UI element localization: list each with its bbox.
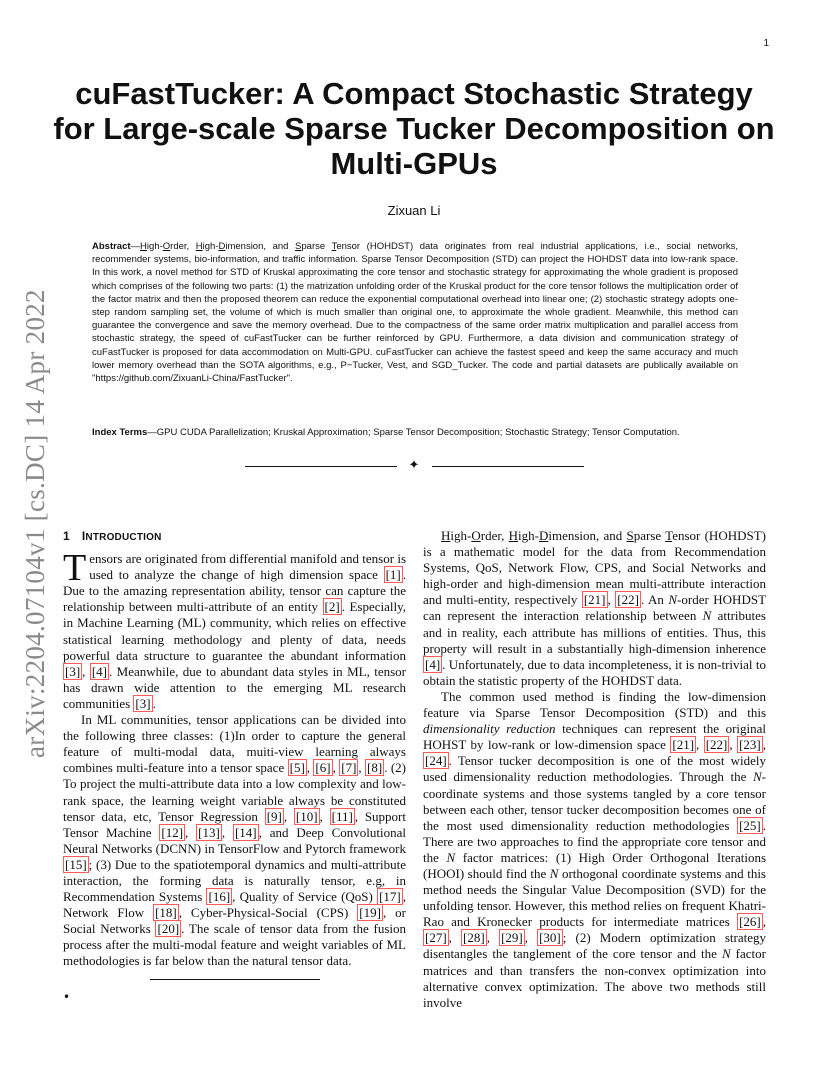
emphasis-term: dimensionality reduction bbox=[423, 721, 556, 737]
citation-link[interactable]: [11] bbox=[331, 808, 353, 824]
citation-link[interactable]: [24] bbox=[425, 753, 447, 769]
acr-t3: igh- bbox=[202, 241, 219, 252]
citation-link[interactable]: [1] bbox=[385, 567, 401, 583]
acr-t4: imension, and bbox=[225, 241, 296, 252]
right-paragraph-1: High-Order, High-Dimension, and Sparse Tensor (HOHDST) is a mathematic model for the data from Recommendation Systems, QoS, Network Flow, CPS, and Social Networks and high-order and high-dimension mean multi-attribute interaction and multi-entity, respectively [21] , [22] . An N-order HOHDST can represent the interaction relationship between N attributes and in reality, each attribute has millions of entities. Thus, this property will result in a substantially high-dimension inherence [4] . Unfortunately, due to data incompleteness, it is non-trivial to obtain the statistic property of the HOHDST data. bbox=[423, 528, 767, 688]
acr-s: S bbox=[295, 241, 302, 252]
citation-link[interactable]: [7] bbox=[341, 760, 357, 776]
citation-link[interactable]: [21] bbox=[672, 737, 695, 753]
citation-link[interactable]: [28] bbox=[463, 930, 485, 946]
index-terms-label: Index Terms bbox=[92, 427, 148, 438]
citation-link[interactable]: [9] bbox=[266, 808, 282, 824]
divider-diamond-icon: ✦ bbox=[408, 458, 420, 473]
index-terms-text: —GPU CUDA Parallelization; Kruskal Approximation; Sparse Tensor Decomposition; Stochastic Strategy; Tensor Computation. bbox=[147, 427, 680, 438]
citation-link[interactable]: [19] bbox=[359, 905, 381, 921]
acr-t1: igh- bbox=[146, 241, 163, 252]
arxiv-stamp: arXiv:2204.07104v1 [cs.DC] 14 Apr 2022 bbox=[20, 289, 50, 758]
section-heading bbox=[63, 528, 406, 546]
citation-link[interactable]: [22] bbox=[617, 592, 639, 608]
math-n: N bbox=[752, 769, 762, 785]
right-paragraph-2: The common used method is finding the low-dimension feature via Sparse Tensor Decomposition (STD) and this dimensionality reduction techniques can represent the original HOHST by low-rank or low-dimension space [21] , [22] , [23] , [24] . Tensor tucker decomposition is one of the most widely used dimensionality reduction methodologies. Through the N-coordinate systems and those systems tangled by a core tensor between each other, tensor tucker decomposition becomes one of the most used dimensionality reduction methodologies [25] . There are two approaches to find the appropriate core tensor and the N factor matrices: (1) High Order Orthogonal Iterations (HOOI) should find the N orthogonal coordinate systems and this method needs the Singular Value Decomposition (SVD) for the unfolding tensor. However, this method relies on frequent Khatri-Rao and Kronecker products for intermediate matrices [26] , [27] , [28] , [29] , [30] ; (2) Modern optimization strategy disentangles the tanglement of the core tensor and the N factor matrices and than transfers the non-convex optimization into alternative convex optimization. The above two methods still involve bbox=[423, 688, 767, 1010]
acr-t5: parse bbox=[301, 241, 332, 252]
acr-d: D bbox=[218, 241, 226, 252]
citation-link[interactable]: [16] bbox=[208, 889, 231, 905]
citation-link[interactable]: [29] bbox=[501, 930, 523, 946]
citation-link[interactable]: [5] bbox=[289, 760, 305, 776]
citation-link[interactable]: [21] bbox=[583, 592, 606, 608]
abstract-dash: — bbox=[130, 241, 141, 252]
citation-link[interactable]: [2] bbox=[324, 599, 340, 615]
index-terms bbox=[92, 426, 738, 439]
divider-right bbox=[432, 466, 584, 467]
citation-link[interactable]: [13] bbox=[198, 824, 220, 840]
citation-link[interactable]: [6] bbox=[315, 760, 331, 776]
acr-o: O bbox=[162, 241, 171, 252]
citation-link[interactable]: [14] bbox=[234, 824, 257, 840]
math-n: N bbox=[549, 865, 559, 881]
citation-link[interactable]: [12] bbox=[161, 824, 184, 840]
citation-link[interactable]: [3] bbox=[135, 695, 151, 711]
citation-link[interactable]: [3] bbox=[65, 663, 81, 679]
acr-t2: rder, bbox=[170, 241, 196, 252]
citation-link[interactable]: [15] bbox=[65, 856, 87, 872]
author-name: Zixuan Li bbox=[387, 203, 441, 218]
drop-cap: T bbox=[63, 547, 87, 590]
math-n: N bbox=[446, 849, 456, 865]
title-line-1: cuFastTucker: A Compact Stochastic Strategy bbox=[75, 76, 753, 111]
footnote-bullet: • bbox=[63, 990, 71, 1004]
citation-link[interactable]: [22] bbox=[705, 737, 728, 753]
left-column bbox=[63, 528, 406, 970]
section-title-initial: I bbox=[81, 529, 86, 543]
divider-left bbox=[245, 466, 397, 467]
citation-link[interactable]: [27] bbox=[425, 930, 447, 946]
footnote-rule bbox=[150, 979, 320, 980]
citation-link[interactable]: [23] bbox=[739, 737, 761, 753]
citation-link[interactable]: [10] bbox=[295, 808, 318, 824]
math-n: N bbox=[668, 592, 678, 608]
section-title-rest: NTRODUCTION bbox=[85, 532, 162, 543]
intro-paragraph-1: Tensors are originated from differential manifold and tensor is used to analyze the change of high dimension space [1] . Due to the amazing representation ability, tensor can capture the relationship between multi-attribute of an entity [2] . Especially, in Machine Learning (ML) community, which relies on effective statistical learning methodology and plenty of data, needs powerful data structure to guarantee the abundant information [3] , [4] . Meanwhile, due to abundant data styles in ML, tensor has drawn wide attention to the emerging ML research communities [3] . bbox=[63, 547, 406, 711]
title-line-3: Multi-GPUs bbox=[330, 146, 498, 181]
acr-h1: H bbox=[140, 241, 147, 252]
abstract bbox=[92, 240, 738, 385]
citation-link[interactable]: [30] bbox=[539, 930, 561, 946]
acr-t6: ensor bbox=[336, 241, 361, 252]
citation-link[interactable]: [4] bbox=[425, 656, 441, 672]
citation-link[interactable]: [25] bbox=[739, 817, 761, 833]
right-column bbox=[423, 528, 766, 1011]
citation-link[interactable]: [20] bbox=[157, 921, 180, 937]
intro-paragraph-2: In ML communities, tensor applications can be divided into the following three classes: (1)In order to capture the general feature of multi-modal data, muiti-view learning always combines multi-feature into a tensor space [5] , [6] , [7] , [8] . (2) To project the multi-attribute data into a low complexity and low-rank space, the learning weight variable always be constituted tensor data, etc, Tensor Regression [9] , [10] , [11] , Support Tensor Machine [12] , [13] , [14] , and Deep Convolutional Neural Networks (DCNN) in TensorFlow and Pytorch framework [15] ; (3) Due to the spatiotemporal dynamics and multi-attribute interaction, the forming data is naturally tensor, e.g, in Recommendation Systems [16] , Quality of Service (QoS) [17] , Network Flow [18] , Cyber-Physical-Social (CPS) [19] , or Social Networks [20] . The scale of tensor data from the fusion process after the multi-modal feature and weight variables of ML methodologies is far below than the natural tensor data. bbox=[63, 712, 407, 969]
acr-t: T bbox=[331, 241, 337, 252]
citation-link[interactable]: [17] bbox=[379, 889, 401, 905]
citation-link[interactable]: [18] bbox=[155, 905, 177, 921]
page-number: 1 bbox=[763, 38, 769, 49]
citation-link[interactable]: [26] bbox=[739, 914, 761, 930]
abstract-label: Abstract bbox=[92, 241, 131, 252]
citation-link[interactable]: [8] bbox=[367, 760, 383, 776]
abstract-text: (HOHDST) data originates from real industrial applications, i.e., social networks, recommender systems, bio-information, and traffic information. Sparse Tensor Decomposition (STD) can project the HOHDST data into low-rank space. In this work, a novel method for STD of Kruskal approximating the core tensor and stochastic strategy for approximating the whole gradient is proposed which comprises of the following two parts: (1) the matrization unfolding order of the Kruskal product for the core tensor follows the multiplication order of the factor matrix and then the proposed theorem can reduce the exponential computational overhead into linear one; (2) stochastic strategy adopts one-step random sampling set, the volume of which is much smaller than original one, to approximate the whole gradient. Meanwhile, this method can guarantee the convergence and save the memory overhead. Due to the compactness of the same order matrix multiplication and parallel access from stochastic strategy, the speed of cuFastTucker can be further reinforced by GPU. Furthermore, a data division and communication strategy of cuFastTucker is proposed for data accommodation on Multi-GPU. cuFastTucker can achieve the fastest speed and keep the same accuracy and much lower memory overhead than the SOTA algorithms, e.g., P−Tucker, Vest, and SGD_Tucker. The code and partial datasets are publically available on "https://github.com/ZixuanLi-China/FastTucker". bbox=[92, 241, 739, 385]
title-line-2: for Large-scale Sparse Tucker Decomposition on bbox=[53, 111, 775, 146]
section-number: 1 bbox=[63, 529, 70, 543]
acr-h2: H bbox=[195, 241, 203, 252]
paper-title bbox=[52, 76, 776, 181]
math-n: N bbox=[702, 608, 712, 624]
citation-link[interactable]: [4] bbox=[91, 663, 107, 679]
math-n: N bbox=[721, 946, 731, 962]
